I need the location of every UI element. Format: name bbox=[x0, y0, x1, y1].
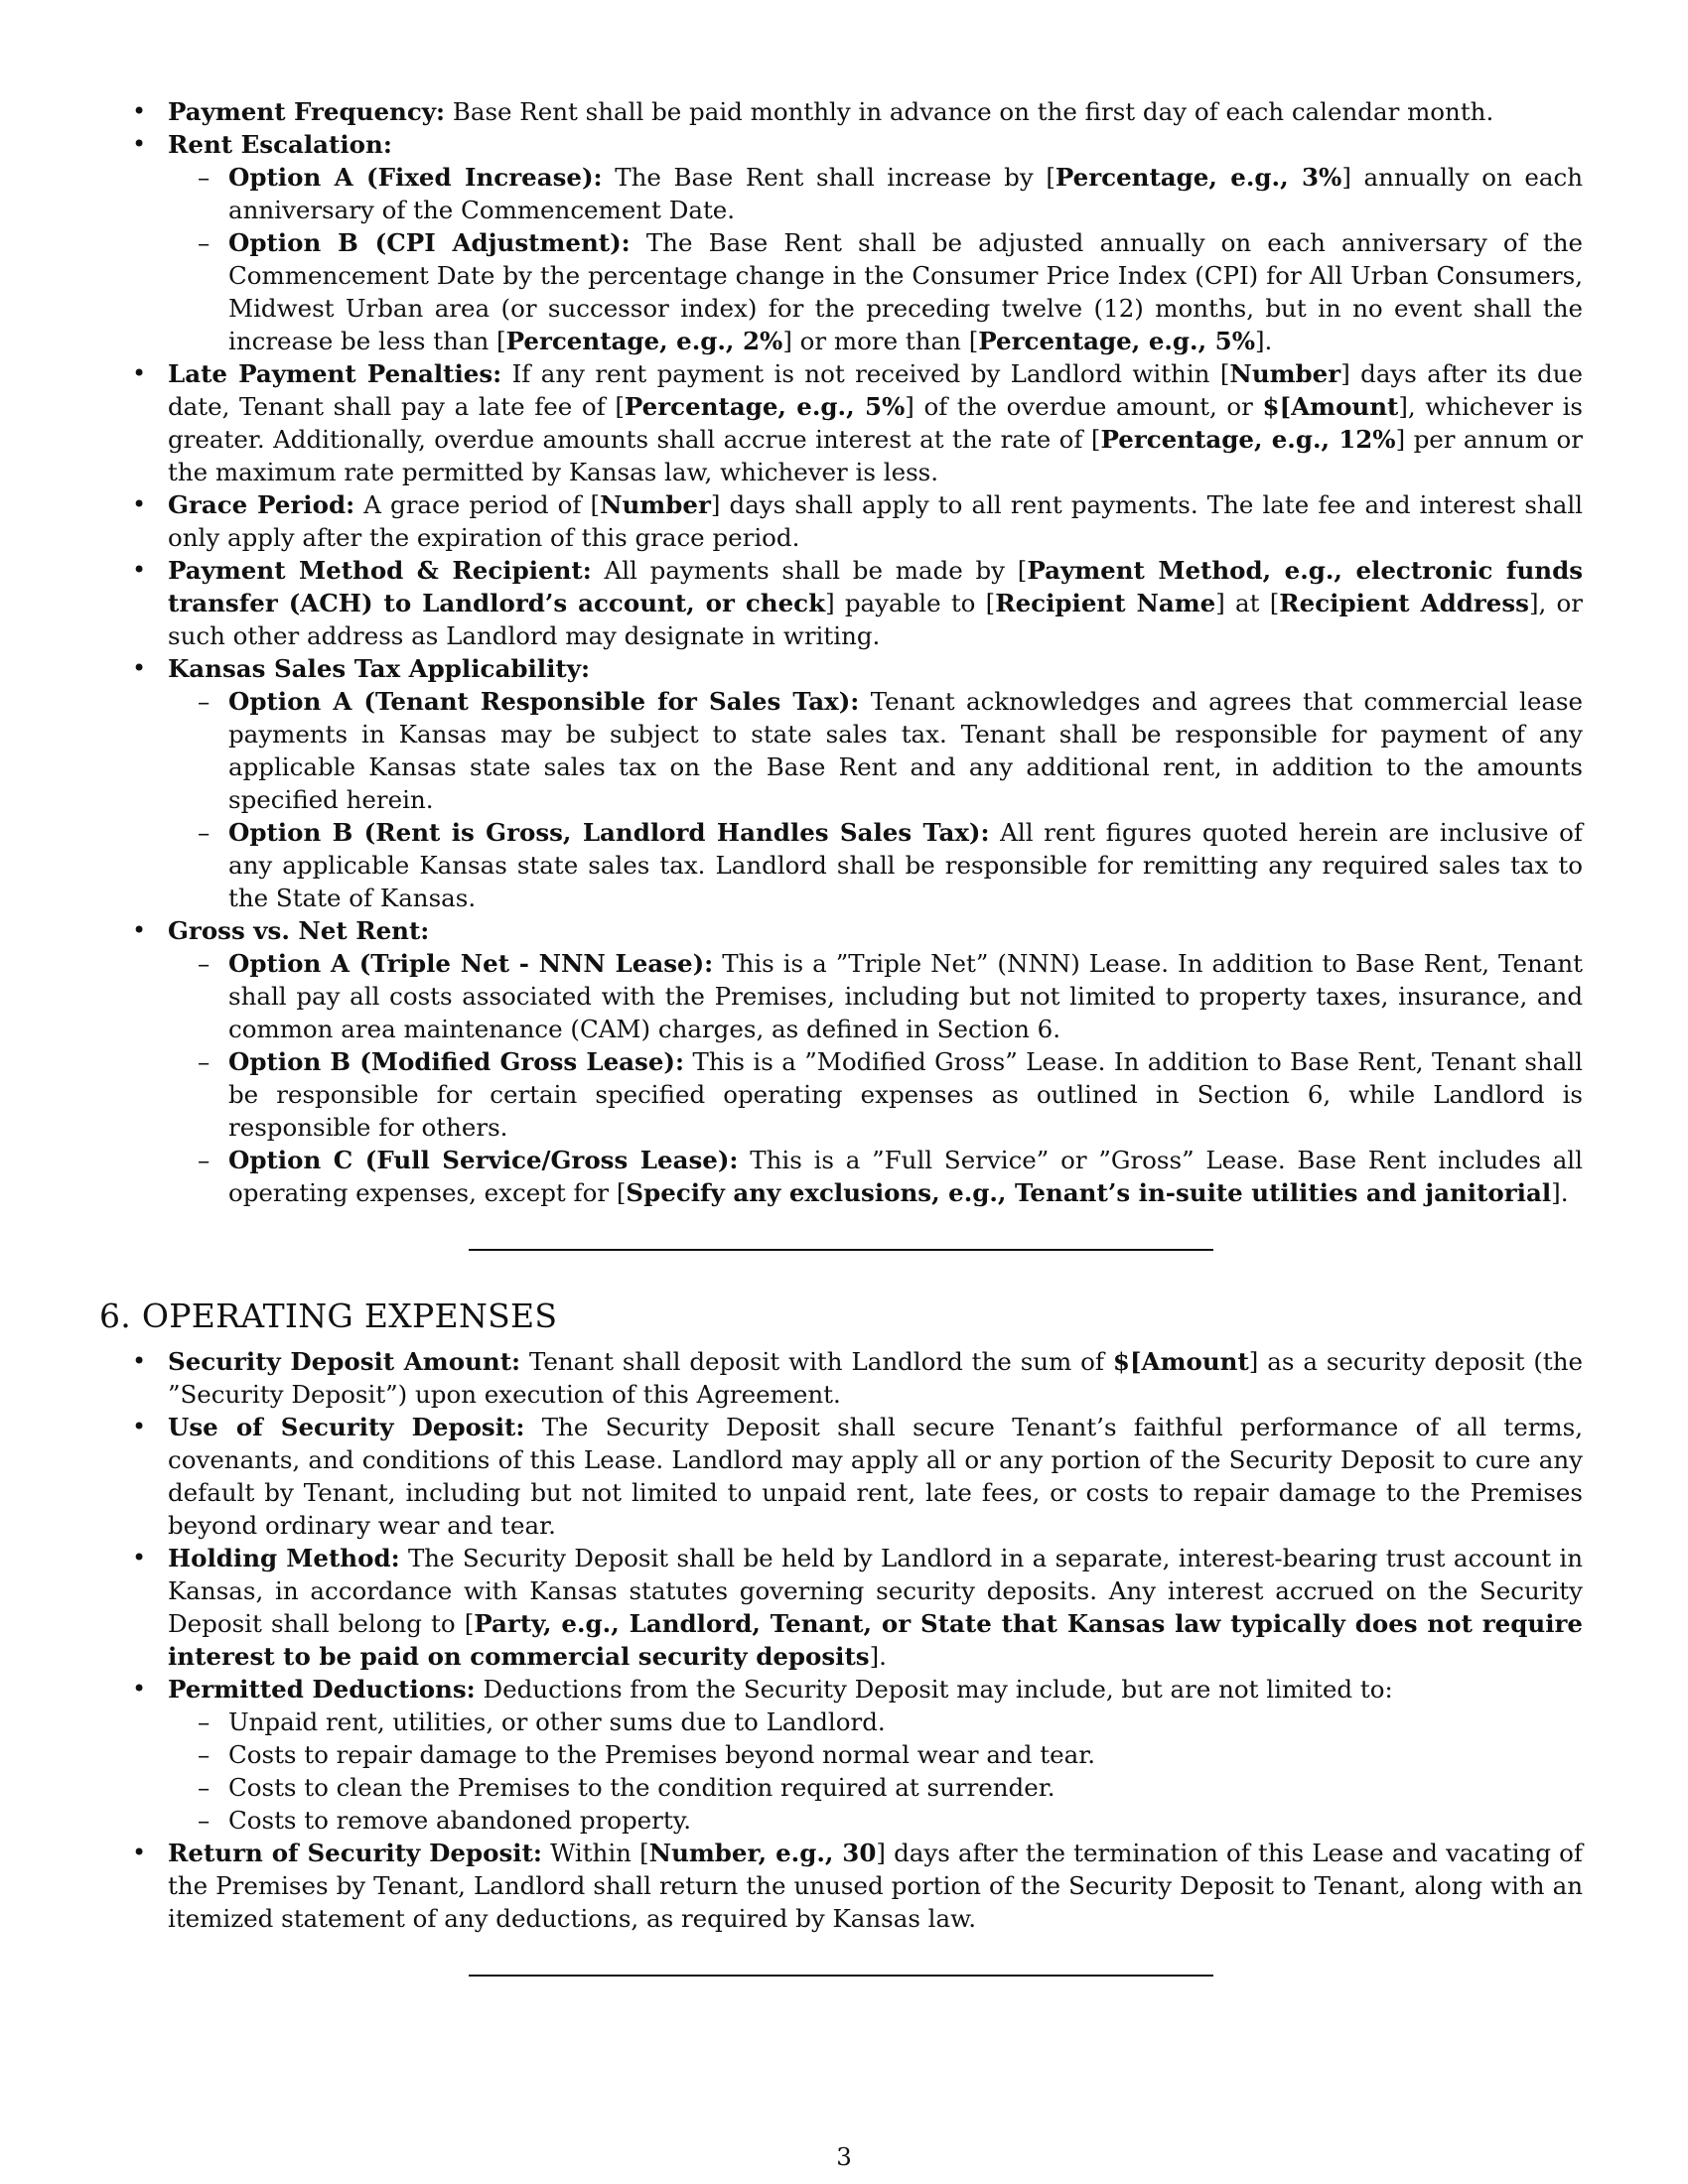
list-item-grace-period: • Grace Period: A grace period of [Number] days shall apply to all rent payments. The late fee and interest shall only apply after the expiration of this grace period. bbox=[99, 488, 1583, 554]
rent-escalation-options bbox=[168, 161, 1583, 357]
page-number: 3 bbox=[836, 2142, 852, 2171]
sub-item: – Costs to remove abandoned property. bbox=[168, 1804, 1583, 1837]
deductions-sublist bbox=[168, 1706, 1583, 1837]
sub-item-option-a: – Option A (Tenant Responsible for Sales Tax): Tenant acknowledges and agrees that commercial lease payments in Kansas may be subject to state sales tax. Tenant shall be responsible for payment of any applicable Kansas state sales tax on the Base Rent and any additional rent, in addition to the amounts specified herein. bbox=[168, 685, 1583, 816]
sub-item-option-a: – Option A (Fixed Increase): The Base Rent shall increase by [Percentage, e.g., 3%] annually on each anniversary of the Commencement Date. bbox=[168, 161, 1583, 226]
list-item-sales-tax: • Kansas Sales Tax Applicability: – Option A (Tenant Responsible for Sales Tax): Tenant acknowledges and agrees that commercial lease payments in Kansas may be subject to state sales tax. Tenant shall be responsible for payment of any applicable Kansas state sales tax on the Base Rent and any additional rent, in addition to the amounts specified herein. – Option B (Rent is Gross, Landlord Handles Sales Tax): All rent figures quoted herein are inclusive of any applicable Kansas state sales tax. Landlord shall be responsible for remitting any required sales tax to the State of Kansas. bbox=[99, 652, 1583, 914]
sub-item-option-c: – Option C (Full Service/Gross Lease): This is a ”Full Service” or ”Gross” Lease. Base Rent includes all operating expenses, except for [Specify any exclusions, e.g., Tenant’s in-suite utilities and janitorial]. bbox=[168, 1144, 1583, 1209]
sub-item-option-b: – Option B (CPI Adjustment): The Base Rent shall be adjusted annually on each anniversary of the Commencement Date by the percentage change in the Consumer Price Index (CPI) for All Urban Consumers, Midwest Urban area (or successor index) for the preceding twelve (12) months, but in no event shall the increase be less than [Percentage, e.g., 2%] or more than [Percentage, e.g., 5%]. bbox=[168, 226, 1583, 357]
list-item-payment-frequency: • Payment Frequency: Base Rent shall be paid monthly in advance on the first day of each calendar month. bbox=[99, 95, 1583, 128]
section-divider bbox=[469, 1975, 1213, 1977]
list-item-use-of-security-deposit: • Use of Security Deposit: The Security Deposit shall secure Tenant’s faithful performance of all terms, covenants, and conditions of this Lease. Landlord may apply all or any portion of the Security Deposit to cure any default by Tenant, including but not limited to unpaid rent, late fees, or costs to repair damage to the Premises beyond ordinary wear and tear. bbox=[99, 1411, 1583, 1542]
section-divider bbox=[469, 1249, 1213, 1251]
document-body bbox=[99, 95, 1583, 1977]
sub-item-option-b: – Option B (Rent is Gross, Landlord Handles Sales Tax): All rent figures quoted herein are inclusive of any applicable Kansas state sales tax. Landlord shall be responsible for remitting any required sales tax to the State of Kansas. bbox=[168, 816, 1583, 914]
rent-terms-list bbox=[99, 95, 1583, 1209]
list-item-holding-method: • Holding Method: The Security Deposit shall be held by Landlord in a separate, interest-bearing trust account in Kansas, in accordance with Kansas statutes governing security deposits. Any interest accrued on the Security Deposit shall belong to [Party, e.g., Landlord, Tenant, or State that Kansas law typically does not require interest to be paid on commercial security deposits]. bbox=[99, 1542, 1583, 1673]
sub-item-option-b: – Option B (Modified Gross Lease): This is a ”Modified Gross” Lease. In addition to Base Rent, Tenant shall be responsible for certain specified operating expenses as outlined in Section 6, while Landlord is responsible for others. bbox=[168, 1045, 1583, 1144]
list-item-late-payment: • Late Payment Penalties: If any rent payment is not received by Landlord within [Number] days after its due date, Tenant shall pay a late fee of [Percentage, e.g., 5%] of the overdue amount, or $[Amount], whichever is greater. Additionally, overdue amounts shall accrue interest at the rate of [Percentage, e.g., 12%] per annum or the maximum rate permitted by Kansas law, whichever is less. bbox=[99, 357, 1583, 488]
gross-net-options bbox=[168, 947, 1583, 1209]
list-item-rent-escalation: • Rent Escalation: – Option A (Fixed Increase): The Base Rent shall increase by [Percentage, e.g., 3%] annually on each anniversary of the Commencement Date. – Option B (CPI Adjustment): The Base Rent shall be adjusted annually on each anniversary of the Commencement Date by the percentage change in the Consumer Price Index (CPI) for All Urban Consumers, Midwest Urban area (or successor index) for the preceding twelve (12) months, but in no event shall the increase be less than [Percentage, e.g., 2%] or more than [Percentage, e.g., 5%]. bbox=[99, 128, 1583, 357]
list-item-gross-net: • Gross vs. Net Rent: – Option A (Triple Net - NNN Lease): This is a ”Triple Net” (NNN) Lease. In addition to Base Rent, Tenant shall pay all costs associated with the Premises, including but not limited to property taxes, insurance, and common area maintenance (CAM) charges, as defined in Section 6. – Option B (Modified Gross Lease): This is a ”Modified Gross” Lease. In addition to Base Rent, Tenant shall be responsible for certain specified operating expenses as outlined in Section 6, while Landlord is responsible for others. – Option C (Full Service/Gross Lease): This is a ”Full Service” or ”Gross” Lease. Base Rent includes all operating expenses, except for [Specify any exclusions, e.g., Tenant’s in-suite utilities and janitorial]. bbox=[99, 914, 1583, 1209]
list-item-permitted-deductions: • Permitted Deductions: Deductions from the Security Deposit may include, but are not limited to: – Unpaid rent, utilities, or other sums due to Landlord. – Costs to repair damage to the Premises beyond normal wear and tear. – Costs to clean the Premises to the condition required at surrender. – Costs to remove abandoned property. bbox=[99, 1673, 1583, 1837]
sub-item: – Unpaid rent, utilities, or other sums due to Landlord. bbox=[168, 1706, 1583, 1738]
operating-expenses-list bbox=[99, 1345, 1583, 1935]
sales-tax-options bbox=[168, 685, 1583, 914]
sub-item-option-a: – Option A (Triple Net - NNN Lease): This is a ”Triple Net” (NNN) Lease. In addition to Base Rent, Tenant shall pay all costs associated with the Premises, including but not limited to property taxes, insurance, and common area maintenance (CAM) charges, as defined in Section 6. bbox=[168, 947, 1583, 1045]
sub-item: – Costs to clean the Premises to the condition required at surrender. bbox=[168, 1771, 1583, 1804]
section-heading: 6. OPERATING EXPENSES bbox=[99, 1297, 558, 1335]
list-item-payment-method: • Payment Method & Recipient: All payments shall be made by [Payment Method, e.g., electronic funds transfer (ACH) to Landlord’s account, or check] payable to [Recipient Name] at [Recipient Address], or such other address as Landlord may designate in writing. bbox=[99, 554, 1583, 652]
sub-item: – Costs to repair damage to the Premises beyond normal wear and tear. bbox=[168, 1738, 1583, 1771]
list-item-return-of-security-deposit: • Return of Security Deposit: Within [Number, e.g., 30] days after the termination of this Lease and vacating of the Premises by Tenant, Landlord shall return the unused portion of the Security Deposit to Tenant, along with an itemized statement of any deductions, as required by Kansas law. bbox=[99, 1837, 1583, 1935]
list-item-security-deposit-amount: • Security Deposit Amount: Tenant shall deposit with Landlord the sum of $[Amount] as a security deposit (the ”Security Deposit”) upon execution of this Agreement. bbox=[99, 1345, 1583, 1411]
